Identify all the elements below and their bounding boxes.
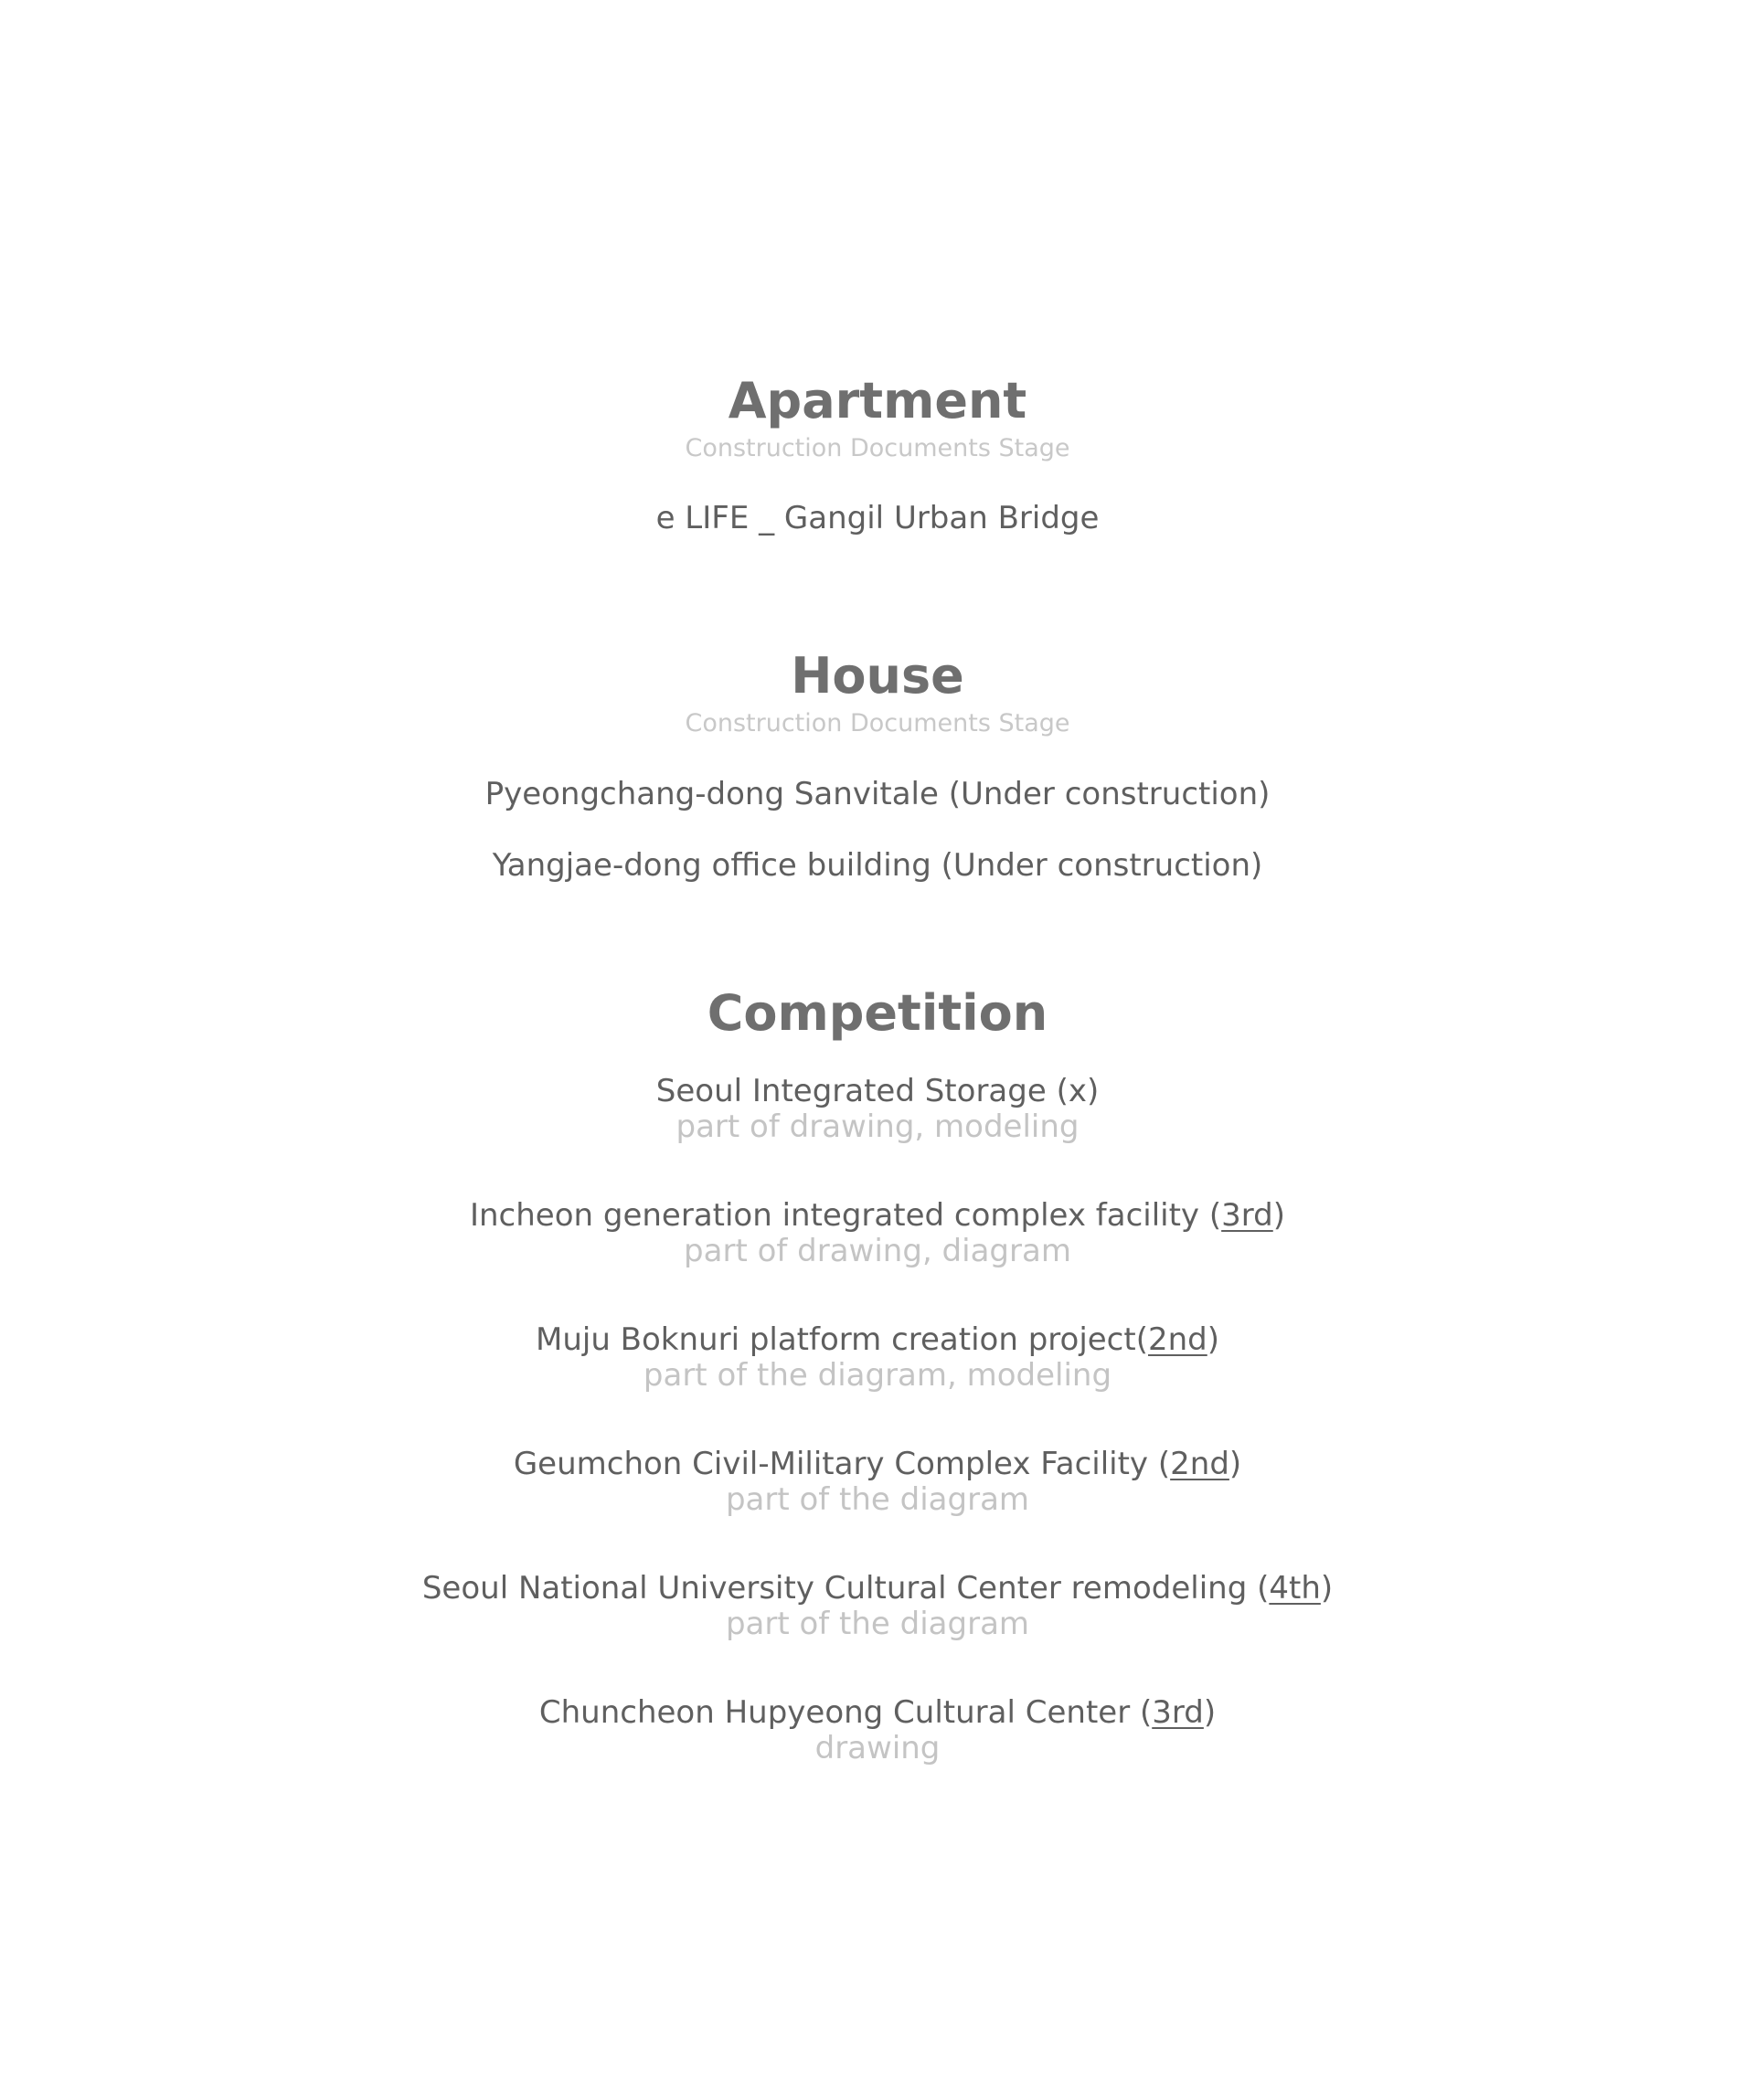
rank-link[interactable]: 3rd <box>1221 1197 1273 1234</box>
competition-entry-role: part of drawing, diagram <box>684 1233 1071 1269</box>
competition-entry-name <box>0 1693 1755 1732</box>
rank-link[interactable]: 2nd <box>1147 1321 1207 1358</box>
competition-entry-role: part of drawing, modeling <box>675 1108 1080 1145</box>
rank-open-paren: ( <box>1208 1197 1222 1234</box>
rank-link[interactable]: 4th <box>1269 1570 1321 1607</box>
entry-name-text: Muju Boknuri platform creation project <box>535 1321 1136 1358</box>
rank-open-paren: ( <box>1139 1694 1153 1731</box>
rank-link[interactable]: 2nd <box>1170 1446 1229 1482</box>
rank-close-paren: ) <box>1272 1197 1286 1234</box>
competition-entry-name <box>0 1072 1755 1110</box>
rank-open-paren: ( <box>1157 1446 1171 1482</box>
competition-entry-role: part of the diagram <box>725 1606 1030 1642</box>
section-stage-apartment: Construction Documents Stage <box>685 434 1070 462</box>
section-title-house: House <box>791 647 964 705</box>
rank-link[interactable]: 3rd <box>1152 1694 1204 1731</box>
competition-entry-role: part of the diagram, modeling <box>643 1357 1112 1394</box>
section-title-apartment: Apartment <box>728 372 1027 430</box>
competition-entry-role: drawing <box>814 1730 941 1766</box>
competition-entry-name <box>0 1320 1755 1359</box>
entry-name-text: Chuncheon Hupyeong Cultural Center <box>538 1694 1140 1731</box>
entry-name-text: Incheon generation integrated complex facility <box>469 1197 1209 1234</box>
house-item: Yangjae-dong office building (Under construction) <box>492 847 1263 884</box>
rank-close-paren: ) <box>1320 1570 1334 1607</box>
apartment-item: e LIFE _ Gangil Urban Bridge <box>655 500 1100 536</box>
competition-entry-name <box>0 1445 1755 1483</box>
entry-name-text: Geumchon Civil-Military Complex Facility <box>513 1446 1158 1482</box>
rank-open-paren: ( <box>1257 1570 1270 1607</box>
competition-entry-name <box>0 1569 1755 1607</box>
competition-entry-name <box>0 1196 1755 1235</box>
section-title-competition: Competition <box>707 984 1048 1042</box>
entry-name-text: Seoul Integrated Storage (x) <box>655 1073 1100 1109</box>
competition-entry-role: part of the diagram <box>725 1481 1030 1518</box>
entry-name-text: Seoul National University Cultural Center remodeling <box>421 1570 1258 1607</box>
rank-close-paren: ) <box>1203 1694 1217 1731</box>
house-item: Pyeongchang-dong Sanvitale (Under construction) <box>484 776 1271 812</box>
rank-close-paren: ) <box>1207 1321 1220 1358</box>
rank-open-paren: ( <box>1135 1321 1148 1358</box>
section-stage-house: Construction Documents Stage <box>685 709 1070 737</box>
rank-close-paren: ) <box>1228 1446 1242 1482</box>
